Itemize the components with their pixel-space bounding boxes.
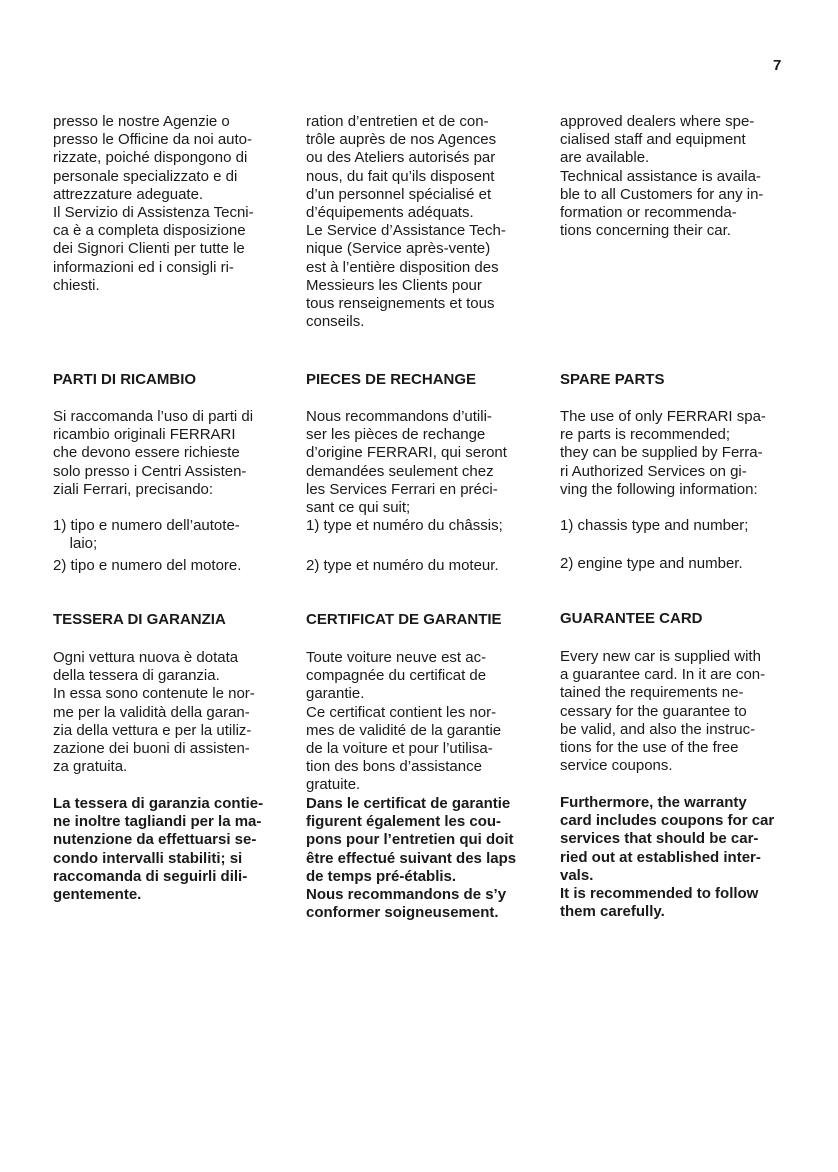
text-line: Ce certificat contient les nor- <box>306 703 497 721</box>
text-line: Si raccomanda l’uso di parti di <box>53 408 254 425</box>
text-line: garantie. <box>306 685 365 703</box>
text-line: Every new car is supplied with <box>560 648 761 665</box>
spare-item-2-french: 2) type et numéro du moteur. <box>306 557 499 574</box>
heading-parti-di-ricambio: PARTI DI RICAMBIO <box>53 371 197 388</box>
heading-spare-parts: SPARE PARTS <box>560 371 665 388</box>
text-line: ri Authorized Services on gi- <box>560 462 747 480</box>
text-line: dei Signori Clienti per tutte le <box>53 240 245 258</box>
spare-intro-english <box>560 408 788 499</box>
text-line: solo presso i Centri Assisten- <box>53 462 247 480</box>
text-line: Dans le certificat de garantie <box>306 795 511 812</box>
heading-pieces-de-rechange: PIECES DE RECHANGE <box>306 371 477 388</box>
text-line: ration d’entretien et de con- <box>306 113 489 130</box>
text-line: zia della vettura e per la utiliz- <box>53 721 252 739</box>
text-line: Nous recommandons d’utili- <box>306 408 492 425</box>
text-line: les Services Ferrari en préci- <box>306 480 498 498</box>
text-line: Messieurs les Clients pour <box>306 276 482 294</box>
text-line: informazioni ed i consigli ri- <box>53 258 234 276</box>
text-line: che devono essere richieste <box>53 444 240 462</box>
heading-guarantee-card: GUARANTEE CARD <box>560 610 703 627</box>
text-line: presso le nostre Agenzie o <box>53 113 230 130</box>
page-number: 7 <box>773 57 782 74</box>
text-line: nutenzione da effettuarsi se- <box>53 831 257 849</box>
text-line: are available. <box>560 149 650 167</box>
spare-item-1-english: 1) chassis type and number; <box>560 517 749 534</box>
text-line: vals. <box>560 866 594 884</box>
text-line: ble to all Customers for any in- <box>560 185 764 203</box>
text-line: laio; <box>53 535 98 553</box>
text-line: Ogni vettura nuova è dotata <box>53 649 239 666</box>
text-line: ne inoltre tagliandi per la ma- <box>53 813 262 831</box>
text-line: tions concerning their car. <box>560 222 731 240</box>
text-line: Il Servizio di Assistenza Tecni- <box>53 204 254 222</box>
text-line: conformer soigneusement. <box>306 904 499 922</box>
text-line: Nous recommandons de s’y <box>306 886 507 904</box>
text-line: ried out at established inter- <box>560 848 761 866</box>
text-line: Le Service d’Assistance Tech- <box>306 222 506 240</box>
text-line: d’un personnel spécialisé et <box>306 185 492 203</box>
text-line: de temps pré-établis. <box>306 867 457 885</box>
text-line: della tessera di garanzia. <box>53 667 220 685</box>
guarantee-note-french <box>306 795 534 922</box>
text-line: The use of only FERRARI spa- <box>560 408 766 425</box>
text-line: tous renseignements et tous <box>306 295 495 313</box>
heading-certificat-de-garantie: CERTIFICAT DE GARANTIE <box>306 611 502 628</box>
text-line: 1) tipo e numero dell’autote- <box>53 517 240 534</box>
intro-text-french <box>306 113 534 331</box>
guarantee-body-english <box>560 648 788 775</box>
text-line: personale specializzato e di <box>53 167 238 185</box>
text-line: ou des Ateliers autorisés par <box>306 149 496 167</box>
text-line: services that should be car- <box>560 830 759 848</box>
guarantee-note-english <box>560 794 788 921</box>
text-line: Furthermore, the warranty <box>560 794 747 811</box>
text-line: presso le Officine da noi auto- <box>53 131 253 149</box>
text-line: chiesti. <box>53 276 100 294</box>
text-line: mes de validité de la garantie <box>306 721 502 739</box>
spare-intro-italian <box>53 408 281 499</box>
text-line: demandées seulement chez <box>306 462 494 480</box>
text-line: pons pour l’entretien qui doit <box>306 831 514 849</box>
text-line: be valid, and also the instruc- <box>560 720 756 738</box>
text-line: d’origine FERRARI, qui seront <box>306 444 507 462</box>
text-line: figurent également les cou- <box>306 813 502 831</box>
text-line: sant ce qui suit; <box>306 499 411 517</box>
text-line: ziali Ferrari, precisando: <box>53 480 214 498</box>
guarantee-body-italian <box>53 649 281 776</box>
intro-text-english <box>560 113 788 240</box>
text-line: raccomanda di seguirli dili- <box>53 867 248 885</box>
guarantee-body-french <box>306 649 534 795</box>
text-line: re parts is recommended; <box>560 426 731 444</box>
text-line: gentemente. <box>53 886 142 904</box>
text-line: Technical assistance is availa- <box>560 167 761 185</box>
text-line: me per la validità della garan- <box>53 703 250 721</box>
text-line: nique (Service après-vente) <box>306 240 491 258</box>
text-line: gratuite. <box>306 776 361 794</box>
spare-intro-french <box>306 408 534 517</box>
heading-tessera-di-garanzia: TESSERA DI GARANZIA <box>53 611 226 628</box>
spare-item-2-english: 2) engine type and number. <box>560 555 743 572</box>
text-line: It is recommended to follow <box>560 885 759 903</box>
text-line: compagnée du certificat de <box>306 667 487 685</box>
intro-text-italian <box>53 113 281 295</box>
text-line: La tessera di garanzia contie- <box>53 795 264 812</box>
text-line: conseils. <box>306 313 365 331</box>
text-line: formation or recommenda- <box>560 204 737 222</box>
text-line: rizzate, poiché dispongono di <box>53 149 248 167</box>
text-line: cialised staff and equipment <box>560 131 746 149</box>
text-line: In essa sono contenute le nor- <box>53 685 255 703</box>
text-line: they can be supplied by Ferra- <box>560 444 763 462</box>
text-line: condo intervalli stabiliti; si <box>53 849 243 867</box>
text-line: ricambio originali FERRARI <box>53 426 236 444</box>
text-line: ser les pièces de rechange <box>306 426 486 444</box>
text-line: approved dealers where spe- <box>560 113 755 130</box>
guarantee-note-italian <box>53 795 281 904</box>
text-line: tained the requirements ne- <box>560 684 744 702</box>
text-line: service coupons. <box>560 757 673 775</box>
text-line: nous, du fait qu’ils disposent <box>306 167 495 185</box>
text-line: être effectué suivant des laps <box>306 849 517 867</box>
text-line: za gratuita. <box>53 758 128 776</box>
spare-item-2-italian: 2) tipo e numero del motore. <box>53 557 242 574</box>
spare-item-1-italian <box>53 517 281 553</box>
spare-item-1-french: 1) type et numéro du châssis; <box>306 517 503 534</box>
text-line: zazione dei buoni di assisten- <box>53 740 250 758</box>
text-line: tions for the use of the free <box>560 739 739 757</box>
text-line: tion des bons d’assistance <box>306 758 482 776</box>
text-line: trôle auprès de nos Agences <box>306 131 497 149</box>
text-line: de la voiture et pour l’utilisa- <box>306 740 493 758</box>
text-line: Toute voiture neuve est ac- <box>306 649 487 666</box>
text-line: them carefully. <box>560 903 665 921</box>
text-line: a guarantee card. In it are con- <box>560 666 766 684</box>
text-line: card includes coupons for car <box>560 812 775 830</box>
text-line: attrezzature adeguate. <box>53 185 204 203</box>
text-line: est à l’entière disposition des <box>306 258 499 276</box>
text-line: d’équipements adéquats. <box>306 204 474 222</box>
text-line: cessary for the guarantee to <box>560 702 747 720</box>
text-line: ca è a completa disposizione <box>53 222 246 240</box>
text-line: ving the following information: <box>560 480 758 498</box>
